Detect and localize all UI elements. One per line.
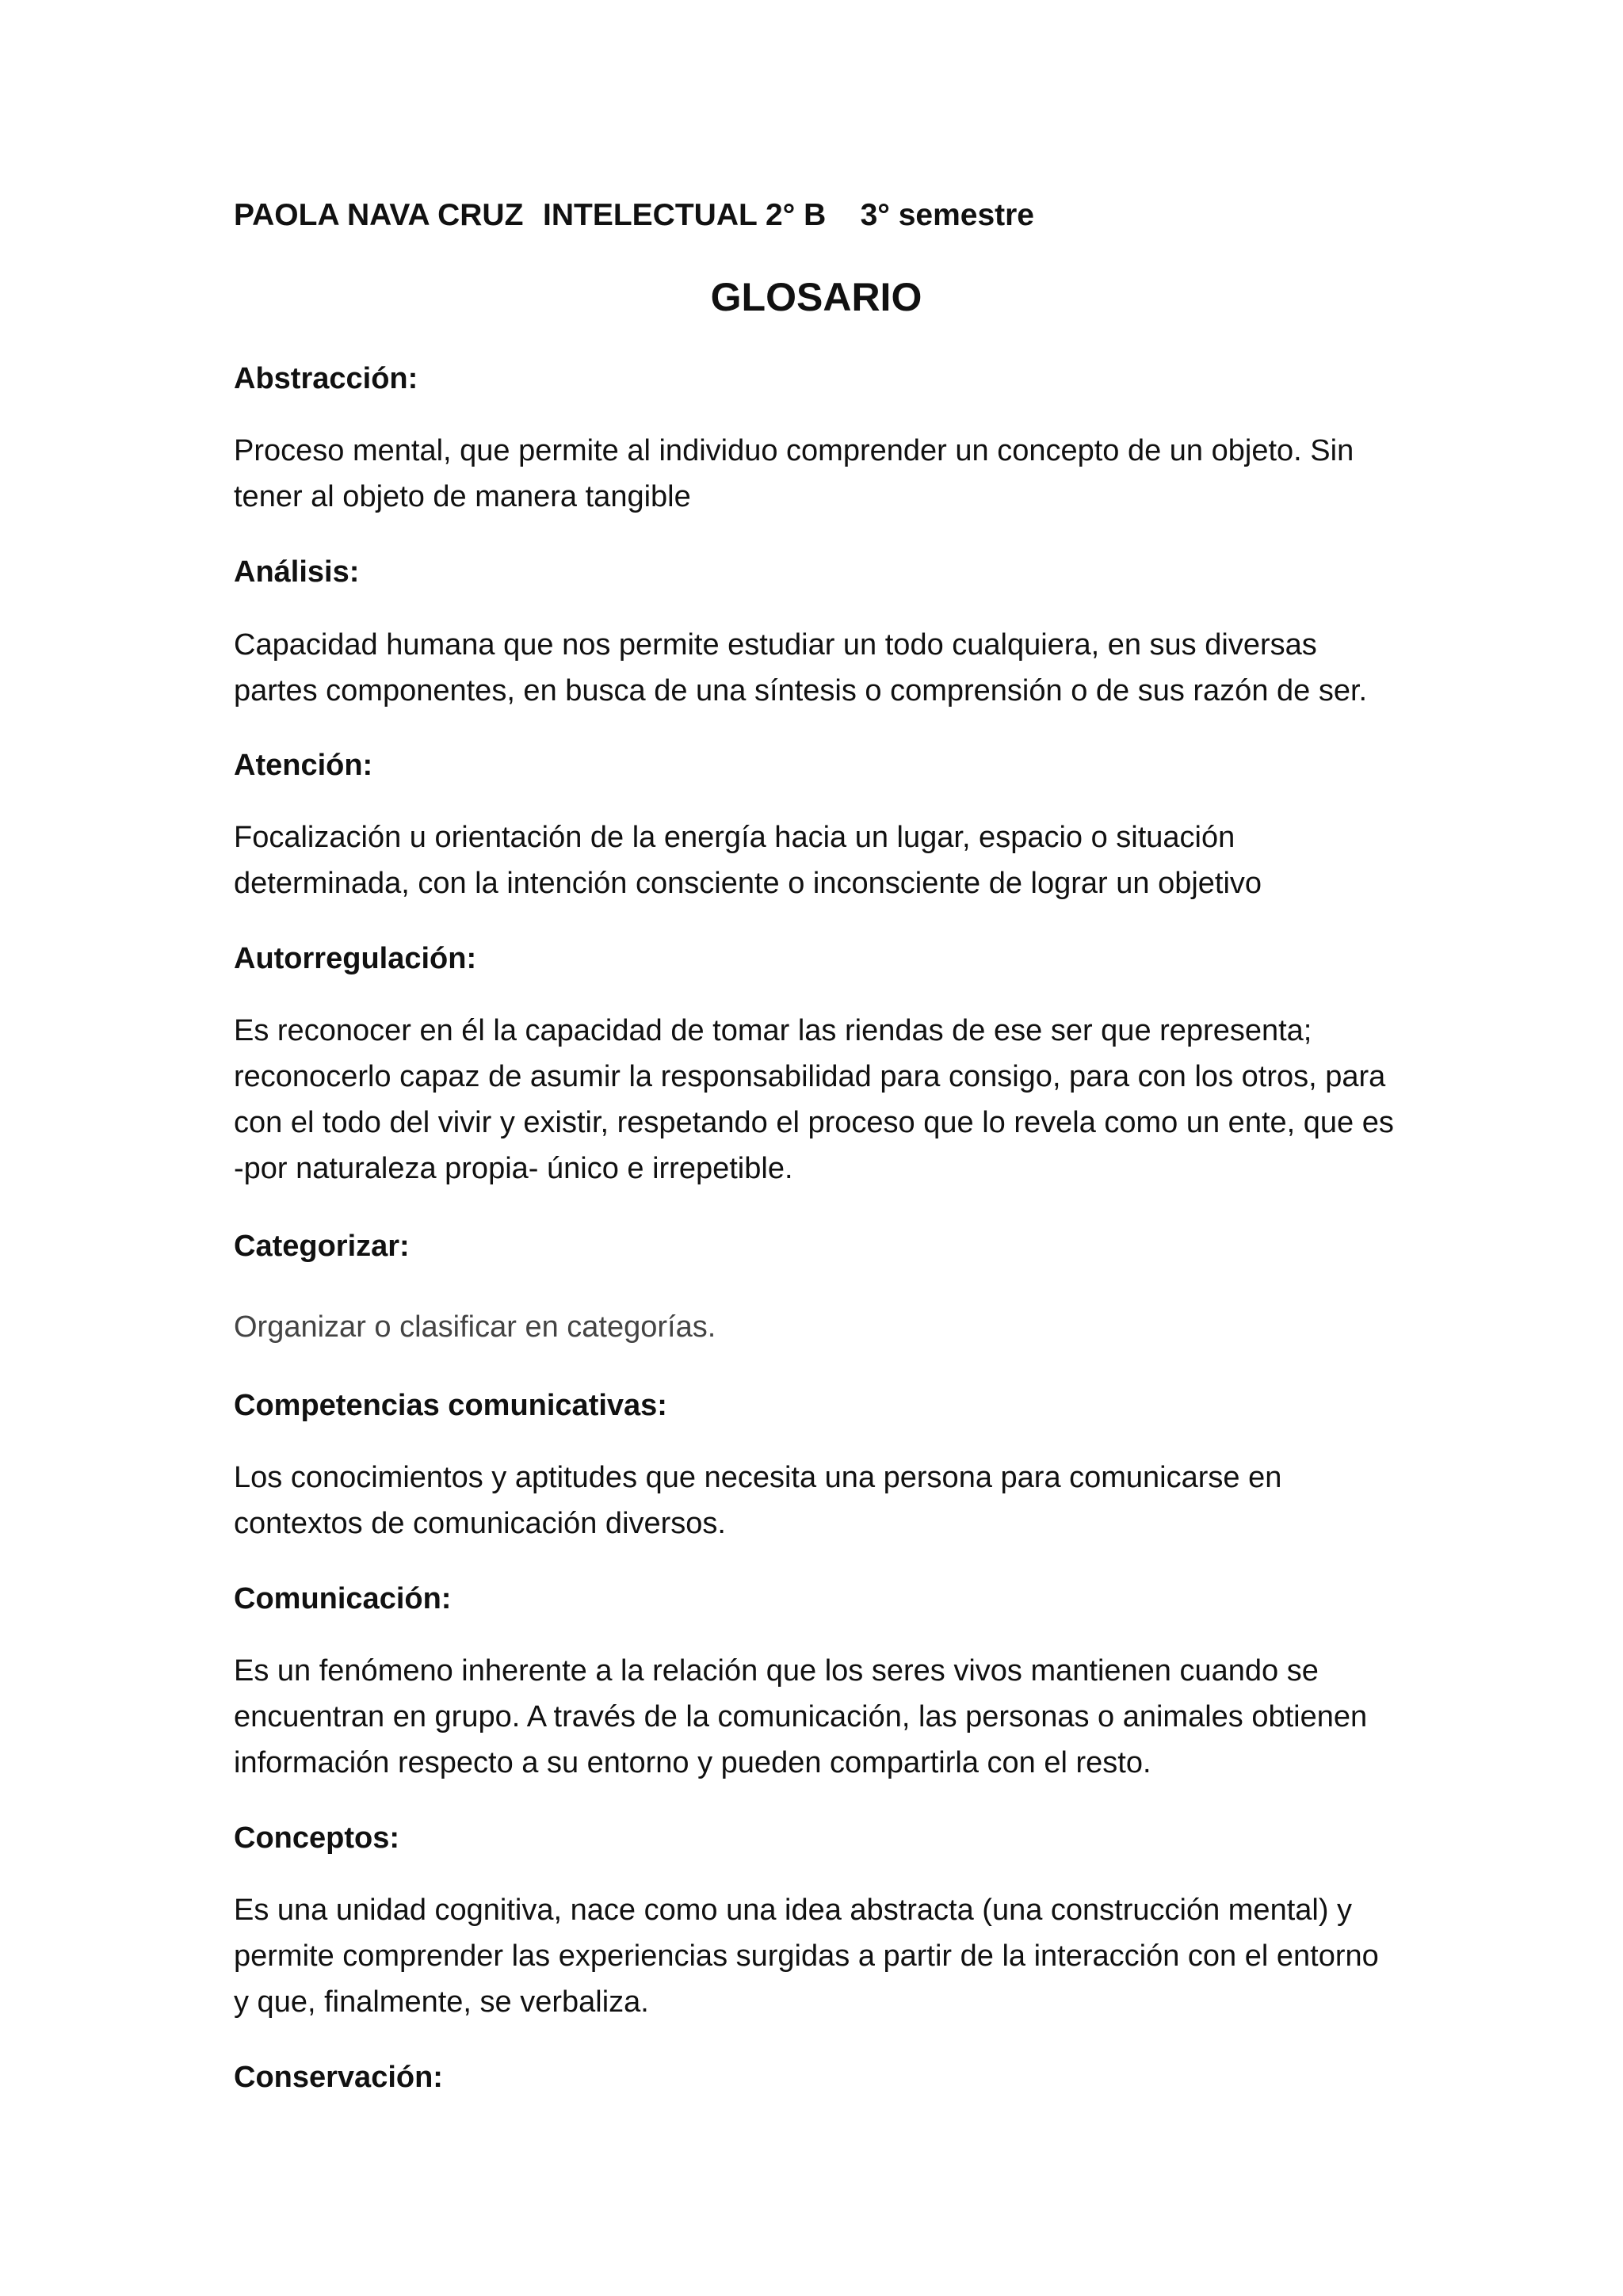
glossary-definition: Los conocimientos y aptitudes que necesita una persona para comunicarse en contextos de comunicación diversos. <box>234 1461 1282 1540</box>
glossary-term: Categorizar: <box>234 1230 410 1263</box>
glossary-definition: Es reconocer en él la capacidad de tomar las riendas de ese ser que representa; reconocerlo capaz de asumir la responsabilidad para consigo, para con los otros, para con el todo del vivir y existir, respetando el proceso que lo revela como un ente, que es -por naturaleza propia- único e irrepetible. <box>234 1014 1394 1185</box>
glossary-term: Conceptos: <box>234 1821 399 1855</box>
glossary-definition: Focalización u orientación de la energía hacia un lugar, espacio o situación determinada, con la intención consciente o inconsciente de lograr un objetivo <box>234 821 1262 900</box>
glossary-term: Análisis: <box>234 555 360 589</box>
document-header <box>234 193 1034 238</box>
student-name: PAOLA NAVA CRUZ <box>234 198 524 232</box>
glossary-definition: Capacidad humana que nos permite estudiar un todo cualquiera, en sus diversas partes componentes, en busca de una síntesis o comprensión o de sus razón de ser. <box>234 628 1368 707</box>
glossary-definition: Es una unidad cognitiva, nace como una idea abstracta (una construcción mental) y permite comprender las experiencias surgidas a partir de la interacción con el entorno y que, finalmente, se verbaliza. <box>234 1894 1379 2019</box>
glossary-term: Abstracción: <box>234 362 418 395</box>
glossary-term: Competencias comunicativas: <box>234 1389 667 1422</box>
student-semester: 3° semestre <box>860 198 1034 232</box>
glossary-term: Atención: <box>234 749 373 782</box>
student-group: INTELECTUAL 2° B <box>543 198 827 232</box>
glossary-term: Conservación: <box>234 2061 443 2094</box>
glossary-definition: Proceso mental, que permite al individuo comprender un concepto de un objeto. Sin tener al objeto de manera tangible <box>234 434 1354 513</box>
glossary-term: Autorregulación: <box>234 942 477 975</box>
glossary-definition: Es un fenómeno inherente a la relación que los seres vivos mantienen cuando se encuentran en grupo. A través de la comunicación, las personas o animales obtienen información respecto a su entorno y pueden compartirla con el resto. <box>234 1654 1368 1779</box>
glossary-definition: Organizar o clasificar en categorías. <box>234 1310 716 1344</box>
page-title: GLOSARIO <box>710 275 922 319</box>
glossary-term: Comunicación: <box>234 1582 452 1615</box>
